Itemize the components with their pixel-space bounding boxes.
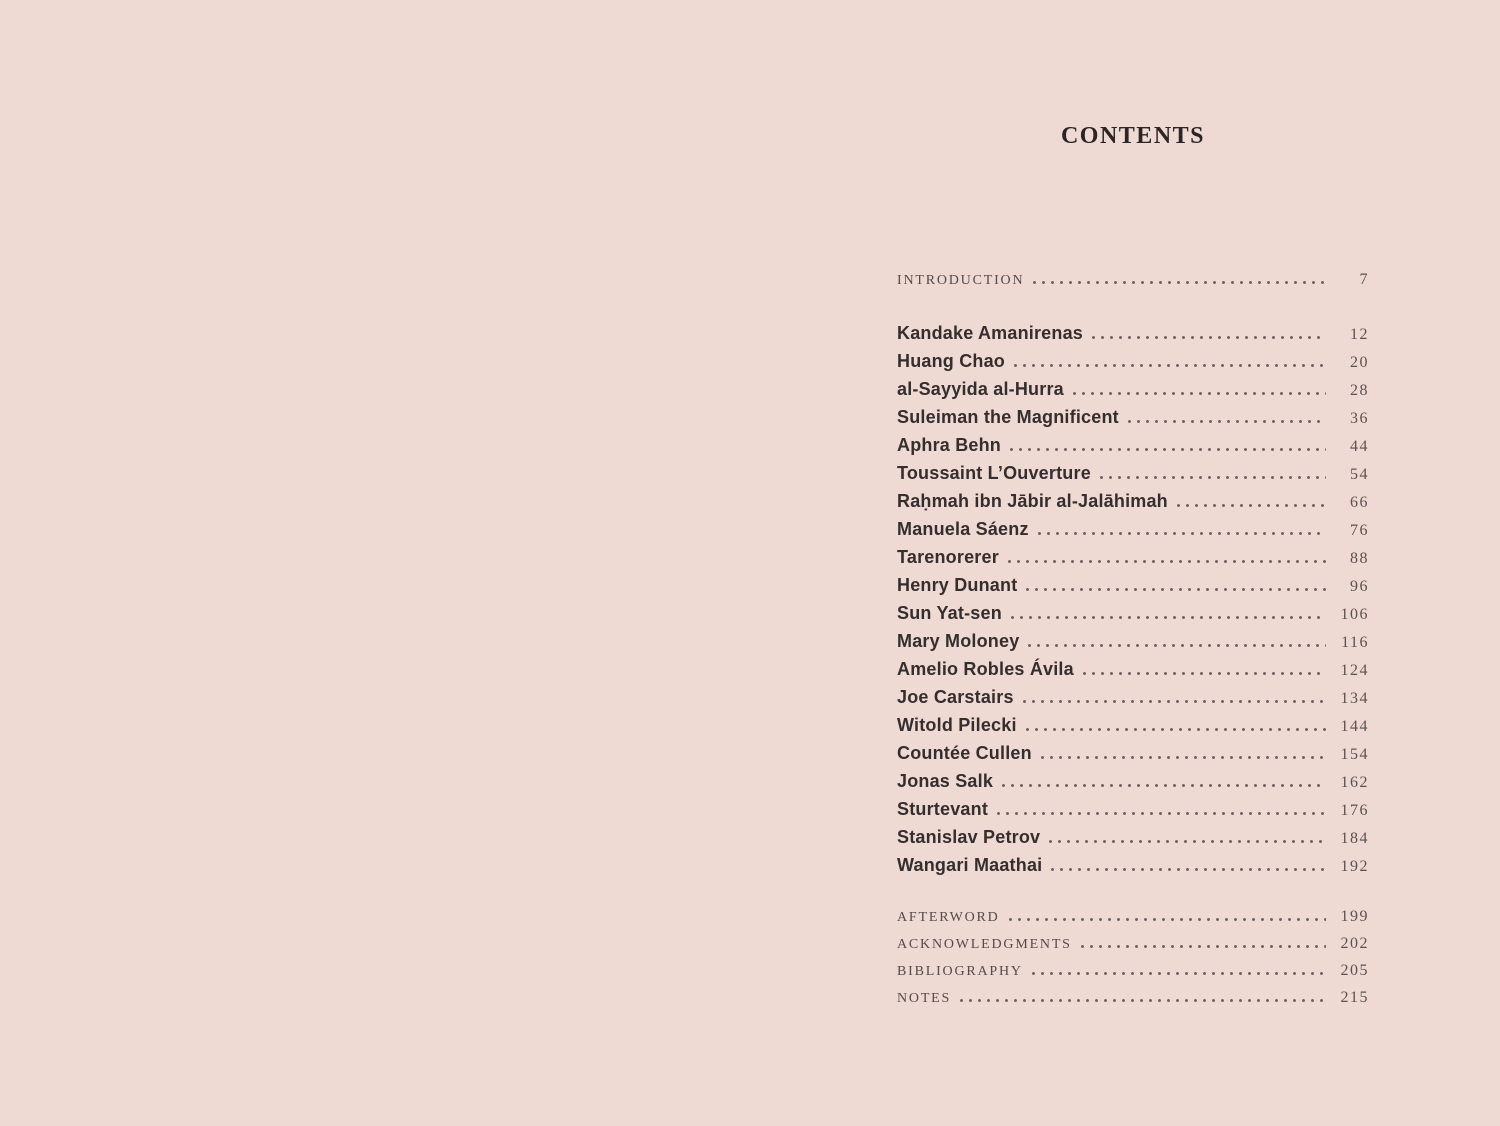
entry-label: Aphra Behn: [897, 435, 1002, 455]
entry-label: Manuela Sáenz: [897, 519, 1029, 539]
toc-entry: [897, 796, 1369, 824]
entry-label: NOTES: [897, 991, 952, 1006]
dot-leader: [1073, 392, 1326, 395]
dot-leader: [1041, 756, 1326, 759]
entry-page-number: 215: [1340, 989, 1369, 1006]
entry-page-number: 116: [1341, 634, 1369, 651]
entry-page-number: 76: [1350, 522, 1369, 539]
entry-label: Kandake Amanirenas: [897, 323, 1084, 343]
dot-leader: [1128, 420, 1326, 423]
dot-leader: [1008, 560, 1326, 563]
entry-page-number: 162: [1340, 774, 1369, 791]
contents-page: [897, 0, 1369, 1012]
entry-page-number: 154: [1340, 746, 1369, 763]
dot-leader: [1014, 364, 1326, 367]
entry-label: Stanislav Petrov: [897, 827, 1041, 847]
entry-label: Joe Carstairs: [897, 687, 1014, 707]
toc-entry: [897, 572, 1369, 600]
dot-leader: [1009, 918, 1326, 921]
dot-leader: [1002, 784, 1326, 787]
entry-label: al-Sayyida al-Hurra: [897, 379, 1064, 399]
entry-page-number: 44: [1350, 438, 1369, 455]
entry-label: Sturtevant: [897, 799, 989, 819]
dot-leader: [1051, 868, 1326, 871]
dot-leader: [1100, 476, 1326, 479]
entry-page-number: 54: [1350, 466, 1369, 483]
entry-label: INTRODUCTION: [897, 273, 1025, 288]
dot-leader: [1083, 672, 1326, 675]
entry-page-number: 199: [1340, 908, 1369, 925]
toc-entry: [897, 768, 1369, 796]
entry-label: Mary Moloney: [897, 631, 1020, 651]
entry-label: Suleiman the Magnificent: [897, 407, 1119, 427]
entry-label: Wangari Maathai: [897, 855, 1043, 875]
dot-leader: [1032, 972, 1326, 975]
chapter-list: [897, 320, 1369, 880]
toc-entry: [897, 348, 1369, 376]
toc-entry: [897, 852, 1369, 880]
entry-page-number: 144: [1340, 718, 1369, 735]
entry-label: Toussaint L’Ouverture: [897, 463, 1091, 483]
toc-entry: [897, 628, 1369, 656]
dot-leader: [997, 812, 1326, 815]
toc-entry: [897, 320, 1369, 348]
dot-leader: [1010, 448, 1326, 451]
toc-entry: [897, 376, 1369, 404]
entry-label: Jonas Salk: [897, 771, 994, 791]
toc-entry: [897, 516, 1369, 544]
entry-label: ACKNOWLEDGMENTS: [897, 937, 1072, 952]
dot-leader: [1049, 840, 1326, 843]
entry-page-number: 96: [1350, 578, 1369, 595]
entry-label: Witold Pilecki: [897, 715, 1017, 735]
entry-page-number: 106: [1340, 606, 1369, 623]
dot-leader: [1033, 281, 1326, 284]
entry-page-number: 202: [1340, 935, 1369, 952]
toc-entry: [897, 985, 1369, 1012]
dot-leader: [1177, 504, 1326, 507]
entry-page-number: 7: [1359, 271, 1369, 288]
toc-entry: [897, 904, 1369, 931]
dot-leader: [960, 999, 1326, 1002]
toc-entry: [897, 600, 1369, 628]
toc-entry: [897, 958, 1369, 985]
dot-leader: [1023, 700, 1326, 703]
dot-leader: [1026, 728, 1326, 731]
toc-entry: [897, 432, 1369, 460]
entry-label: Henry Dunant: [897, 575, 1018, 595]
dot-leader: [1011, 616, 1326, 619]
entry-page-number: 88: [1350, 550, 1369, 567]
toc-entry: [897, 544, 1369, 572]
dot-leader: [1028, 644, 1326, 647]
entry-label: Raḥmah ibn Jābir al-Jalāhimah: [897, 491, 1168, 511]
dot-leader: [1026, 588, 1326, 591]
entry-page-number: 134: [1340, 690, 1369, 707]
entry-page-number: 12: [1350, 326, 1369, 343]
back-matter-list: [897, 904, 1369, 1012]
toc-entry: [897, 656, 1369, 684]
entry-page-number: 184: [1340, 830, 1369, 847]
toc-entry: [897, 931, 1369, 958]
toc-entry: [897, 824, 1369, 852]
page-title: CONTENTS: [1060, 123, 1206, 149]
toc-entry: [897, 712, 1369, 740]
entry-page-number: 20: [1350, 354, 1369, 371]
toc-entry: [897, 488, 1369, 516]
toc-entry: [897, 684, 1369, 712]
entry-label: BIBLIOGRAPHY: [897, 964, 1023, 979]
entry-label: Amelio Robles Ávila: [897, 659, 1074, 679]
entry-label: Huang Chao: [897, 351, 1005, 371]
toc-entry: [897, 460, 1369, 488]
entry-page-number: 36: [1350, 410, 1369, 427]
entry-label: Countée Cullen: [897, 743, 1032, 763]
entry-label: Sun Yat-sen: [897, 603, 1002, 623]
toc-entry: [897, 404, 1369, 432]
entry-label: AFTERWORD: [897, 910, 1000, 925]
entry-page-number: 205: [1340, 962, 1369, 979]
entry-label: Tarenorerer: [897, 547, 999, 567]
entry-page-number: 28: [1350, 382, 1369, 399]
entry-page-number: 66: [1350, 494, 1369, 511]
dot-leader: [1092, 336, 1326, 339]
toc-entry-introduction: [897, 267, 1369, 294]
entry-page-number: 124: [1340, 662, 1369, 679]
toc-entry: [897, 740, 1369, 768]
entry-page-number: 176: [1340, 802, 1369, 819]
entry-page-number: 192: [1340, 858, 1369, 875]
dot-leader: [1038, 532, 1326, 535]
dot-leader: [1081, 945, 1326, 948]
